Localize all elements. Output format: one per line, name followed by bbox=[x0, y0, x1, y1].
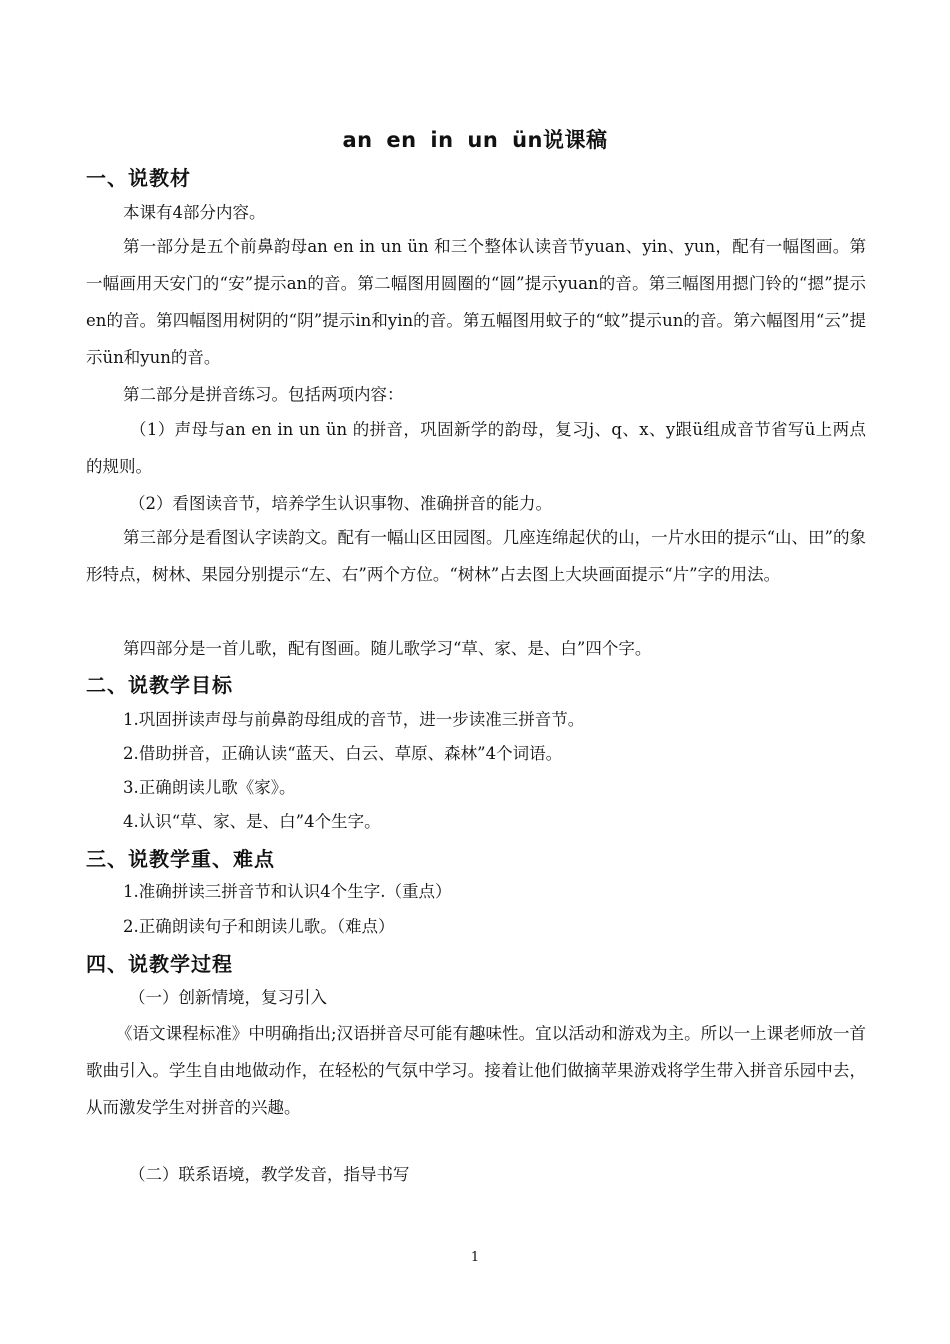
s4-sub1-paragraph: 《语文课程标准》中明确指出;汉语拼音尽可能有趣味性。宜以活动和游戏为主。所以一上课老师放一首歌曲引入。学生自由地做动作，在轻松的气氛中学习。接着让他们做摘苹果游戏将学生带入拼音乐园中去，从而激发学生对拼音的兴趣。 bbox=[86, 1024, 866, 1117]
s2-item-1: 1.巩固拼读声母与前鼻韵母组成的音节，进一步读准三拼音节。 bbox=[123, 710, 585, 729]
s1-part4: 第四部分是一首儿歌，配有图画。随儿歌学习“草、家、是、白”四个字。 bbox=[123, 639, 652, 658]
section-heading-4: 四、说教学过程 bbox=[86, 952, 233, 976]
document-title bbox=[0, 124, 950, 154]
s1-part2-item1: （1）声母与an en in un ün 的拼音，巩固新学的韵母，复习j、q、x、y跟ü组成音节省写ü上两点的规则。 bbox=[86, 420, 866, 476]
s1-part2: 第二部分是拼音练习。包括两项内容： bbox=[123, 385, 404, 404]
s1-part3-paragraph: 第三部分是看图认字读韵文。配有一幅山区田园图。几座连绵起伏的山，一片水田的提示“山、田”的象形特点，树林、果园分别提示“左、右”两个方位。“树林”占去图上大块画面提示“片”字的用法。 bbox=[86, 528, 866, 584]
s1-intro: 本课有4部分内容。 bbox=[123, 203, 266, 222]
title-latin: an en in un ün bbox=[342, 128, 543, 152]
page-number: 1 bbox=[470, 1250, 480, 1265]
section-heading-3: 三、说教学重、难点 bbox=[86, 847, 275, 871]
section-heading-2: 二、说教学目标 bbox=[86, 673, 233, 697]
s2-item-3: 3.正确朗读儿歌《家》。 bbox=[123, 778, 296, 797]
s3-item-2: 2.正确朗读句子和朗读儿歌。（难点） bbox=[123, 917, 395, 936]
s2-item-4: 4.认识“草、家、是、白”4个生字。 bbox=[123, 812, 381, 831]
title-cn: 说课稿 bbox=[543, 128, 608, 152]
s1-part1-paragraph: 第一部分是五个前鼻韵母an en in un ün 和三个整体认读音节yuan、yin、yun，配有一幅图画。第一幅画用天安门的“安”提示an的音。第二幅图用圆圈的“圆”提示yuan的音。第三幅图用摁门铃的“摁”提示en的音。第四幅图用树阴的“阴”提示in和yin的音。第五幅图用蚊子的“蚊”提示un的音。第六幅图用“云”提示ün和yun的音。 bbox=[86, 237, 866, 367]
s2-item-2: 2.借助拼音，正确认读“蓝天、白云、草原、森林”4个词语。 bbox=[123, 744, 563, 763]
s1-part2-item2: （2）看图读音节，培养学生认识事物、准确拼音的能力。 bbox=[129, 494, 552, 513]
s3-item-1: 1.准确拼读三拼音节和认识4个生字.（重点） bbox=[123, 882, 452, 901]
s4-subheading-1: （一）创新情境，复习引入 bbox=[129, 988, 327, 1007]
s4-subheading-2: （二）联系语境，教学发音，指导书写 bbox=[129, 1165, 410, 1184]
section-heading-1: 一、说教材 bbox=[86, 166, 191, 190]
